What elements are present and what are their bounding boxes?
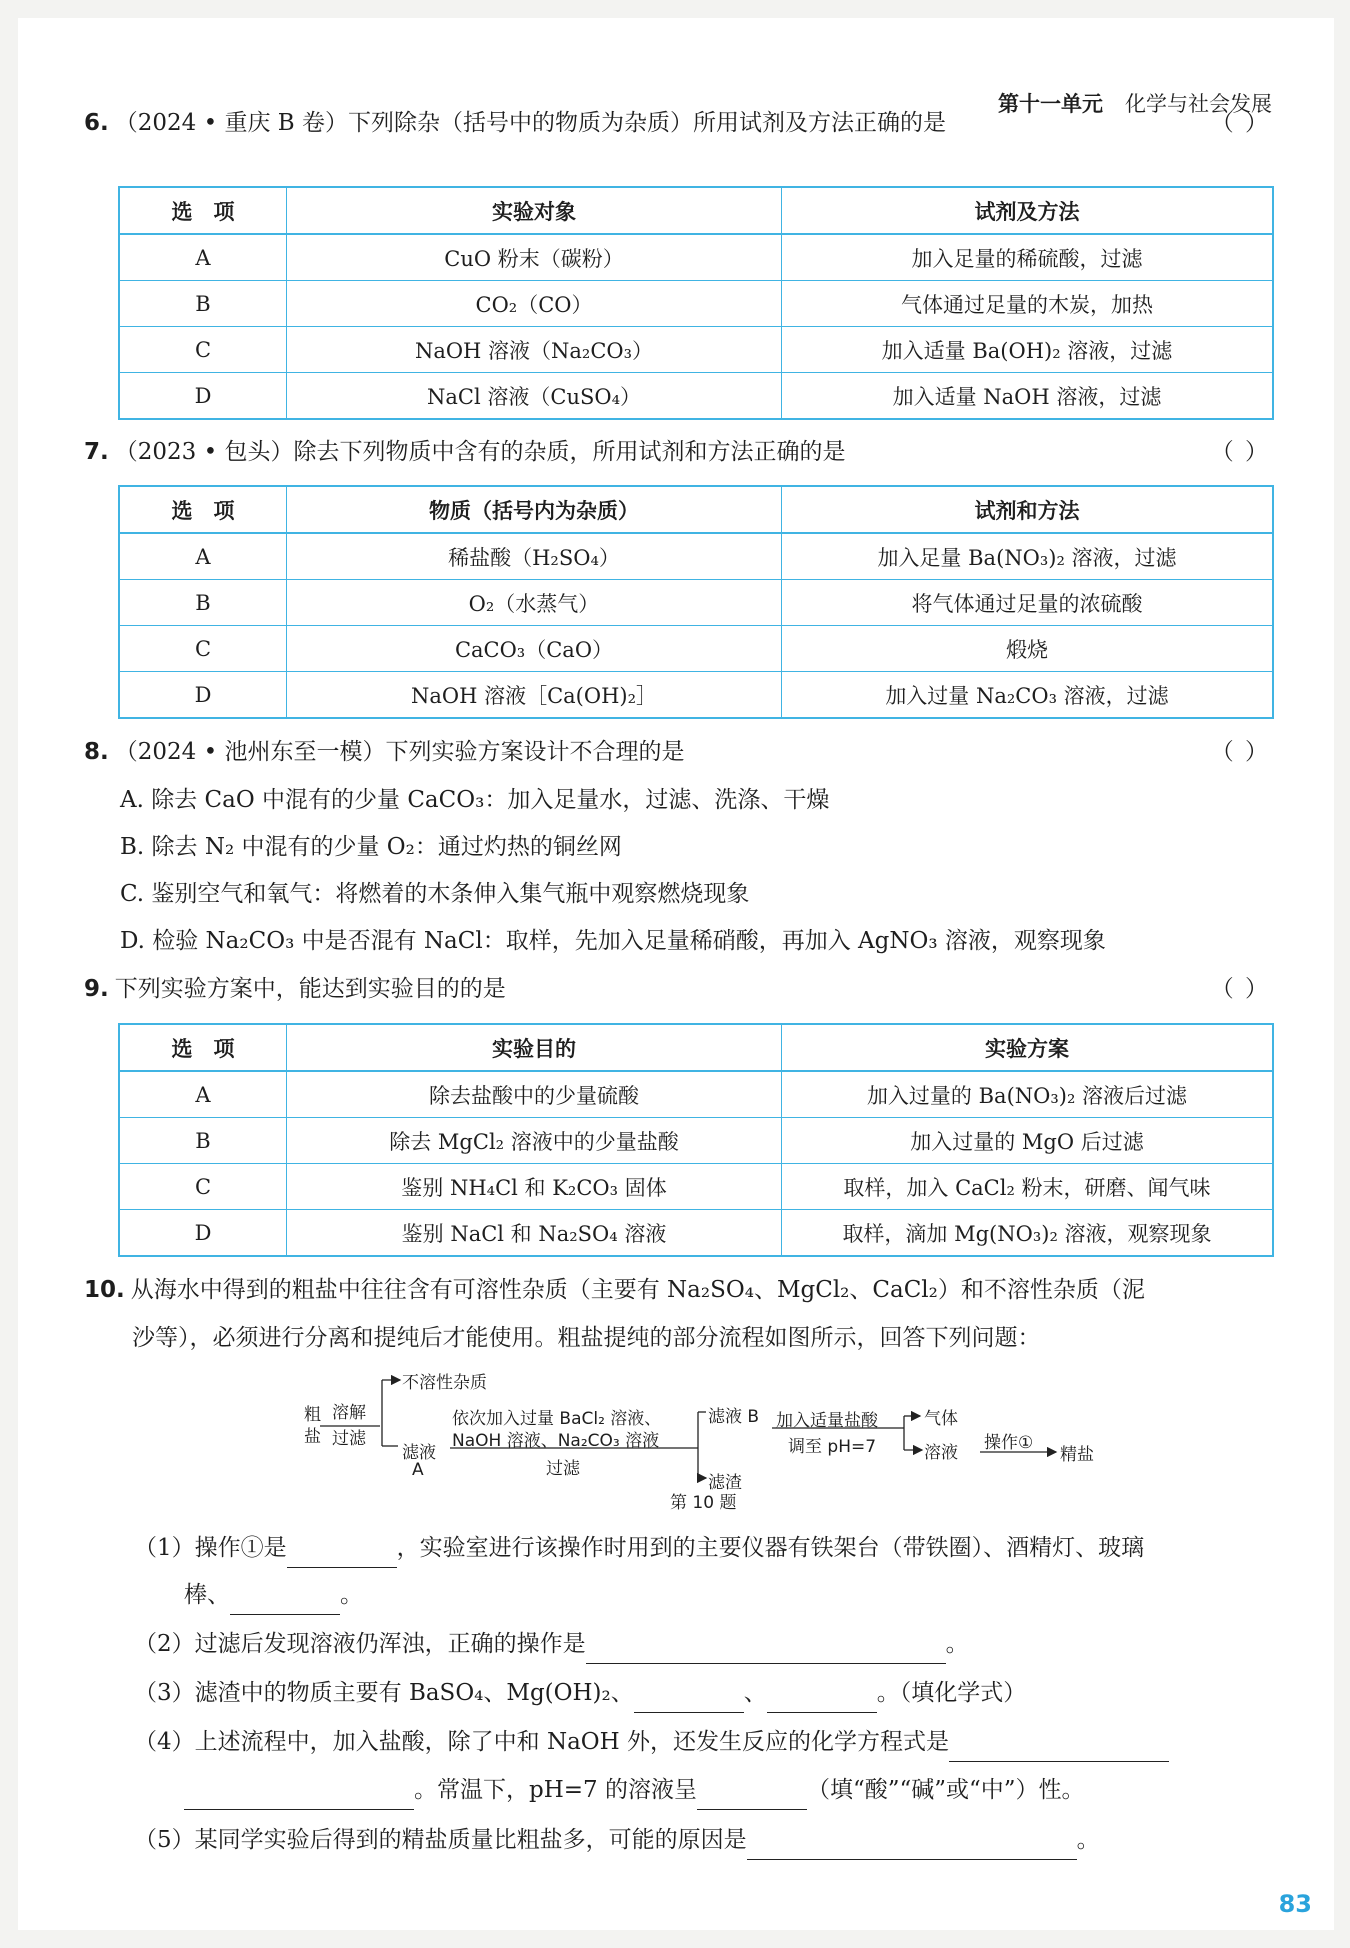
table-cell: CuO 粉末（碳粉） [287,234,782,281]
table-cell: B [119,281,287,327]
table-cell: NaOH 溶液［Ca(OH)₂］ [287,672,782,719]
flow-label: 滤渣 [708,1473,742,1493]
table-cell: 除去 MgCl₂ 溶液中的少量盐酸 [287,1118,782,1164]
table-cell: 取样，滴加 Mg(NO₃)₂ 溶液，观察现象 [782,1210,1274,1257]
table-row [119,672,1273,719]
table-row [119,1210,1273,1257]
flow-label: 精盐 [1060,1445,1094,1465]
sub-text: 。 [1076,1827,1100,1853]
flow-label: A [412,1460,424,1480]
question-6 [84,103,1270,143]
table-cell: NaOH 溶液（Na₂CO₃） [287,327,782,373]
table-cell: 除去盐酸中的少量硫酸 [287,1071,782,1118]
flow-label: 气体 [924,1409,958,1429]
sub-text: 、 [743,1680,767,1706]
answer-paren: （ ） [1210,739,1270,765]
answer-blank[interactable] [697,1781,807,1810]
answer-blank[interactable] [230,1586,340,1615]
flow-label: 操作① [984,1433,1034,1453]
question-10 [84,1270,1270,1310]
sub-question-1 [134,1528,1144,1568]
sub-text: 。 [945,1631,969,1657]
q7-table [118,485,1274,719]
flow-label: 依次加入过量 BaCl₂ 溶液、 [452,1409,662,1429]
table-cell: O₂（水蒸气） [287,580,782,626]
answer-blank[interactable] [949,1733,1169,1762]
header-cell: 选 项 [119,1024,287,1071]
table-row [119,626,1273,672]
flow-label: 不溶性杂质 [402,1373,487,1393]
flow-label: 调至 pH=7 [788,1437,877,1457]
header-cell: 选 项 [119,486,287,533]
sub-question-2 [134,1624,969,1664]
table-row [119,281,1273,327]
question-number: 10. [84,1277,125,1303]
answer-paren: （ ） [1210,110,1270,136]
question-10-line2: 沙等），必须进行分离和提纯后才能使用。粗盐提纯的部分流程如图所示，回答下列问题： [132,1325,1041,1351]
answer-paren: （ ） [1210,976,1270,1002]
page-number: 83 [1278,1890,1312,1918]
question-text: 从海水中得到的粗盐中往往含有可溶性杂质（主要有 Na₂SO₄、MgCl₂、CaCl₂）和不溶性杂质（泥 [130,1277,1145,1303]
unit-label: 第十一单元 [998,92,1103,116]
table-row [119,533,1273,580]
header-cell: 试剂及方法 [782,187,1274,234]
answer-blank[interactable] [634,1684,744,1713]
header-cell: 实验目的 [287,1024,782,1071]
question-8 [84,732,1270,772]
table-cell: 加入足量 Ba(NO₃)₂ 溶液，过滤 [782,533,1274,580]
table-row [119,1118,1273,1164]
table-row [119,373,1273,420]
table-cell: 将气体通过足量的浓硫酸 [782,580,1274,626]
table-row [119,1071,1273,1118]
option-b: B. 除去 N₂ 中混有的少量 O₂：通过灼热的铜丝网 [120,834,622,860]
option-d: D. 检验 Na₂CO₃ 中是否混有 NaCl：取样，先加入足量稀硝酸，再加入 AgNO₃ 溶液，观察现象 [120,928,1106,954]
flow-label: 溶解 [332,1403,366,1423]
table-cell: 鉴别 NH₄Cl 和 K₂CO₃ 固体 [287,1164,782,1210]
table-cell: NaCl 溶液（CuSO₄） [287,373,782,420]
table-cell: 稀盐酸（H₂SO₄） [287,533,782,580]
figure-caption: 第 10 题 [670,1493,737,1513]
table-cell: C [119,1164,287,1210]
header-cell: 实验方案 [782,1024,1274,1071]
question-text: （2024 • 重庆 B 卷）下列除杂（括号中的物质为杂质）所用试剂及方法正确的是 [114,110,946,136]
table-row [119,327,1273,373]
table-cell: 鉴别 NaCl 和 Na₂SO₄ 溶液 [287,1210,782,1257]
option-a: A. 除去 CaO 中混有的少量 CaCO₃：加入足量水，过滤、洗涤、干燥 [120,787,830,813]
sub-text: （4）上述流程中，加入盐酸，除了中和 NaOH 外，还发生反应的化学方程式是 [134,1729,950,1755]
question-9 [84,969,1270,1009]
answer-blank[interactable] [747,1831,1077,1860]
answer-blank[interactable] [767,1684,877,1713]
table-cell: 加入足量的稀硫酸，过滤 [782,234,1274,281]
question-text: （2023 • 包头）除去下列物质中含有的杂质，所用试剂和方法正确的是 [114,439,846,465]
header-cell: 实验对象 [287,187,782,234]
sub-question-3 [134,1673,1026,1713]
sub-text: （1）操作①是 [134,1535,287,1561]
flow-label: 溶液 [924,1443,958,1463]
table-cell: CO₂（CO） [287,281,782,327]
question-number: 6. [84,110,109,136]
sub-text: 。（填化学式） [876,1680,1027,1706]
answer-blank[interactable] [184,1781,414,1810]
table-cell: D [119,1210,287,1257]
table-cell: D [119,672,287,719]
flow-label: 加入适量盐酸 [776,1411,878,1431]
table-cell: 加入适量 Ba(OH)₂ 溶液，过滤 [782,327,1274,373]
header-cell: 选 项 [119,187,287,234]
table-row [119,234,1273,281]
sub-question-4 [134,1722,1169,1762]
table-cell: 加入适量 NaOH 溶液，过滤 [782,373,1274,420]
table-cell: 煅烧 [782,626,1274,672]
flow-label: 盐 [304,1427,321,1447]
question-number: 8. [84,739,109,765]
sub-question-4-cont [184,1770,1085,1810]
table-row [119,1164,1273,1210]
flow-diagram [300,1368,1120,1513]
question-number: 7. [84,439,109,465]
table-cell: A [119,234,287,281]
answer-blank[interactable] [586,1635,946,1664]
sub-text: 棒、 [184,1582,230,1608]
table-cell: CaCO₃（CaO） [287,626,782,672]
table-cell: C [119,626,287,672]
option-c: C. 鉴别空气和氧气：将燃着的木条伸入集气瓶中观察燃烧现象 [120,881,750,907]
q9-table [118,1023,1274,1257]
table-cell: A [119,1071,287,1118]
answer-paren: （ ） [1210,439,1270,465]
header-cell: 试剂和方法 [782,486,1274,533]
sub-text: （填“酸”“碱”或“中”）性。 [807,1777,1085,1803]
sub-question-5 [134,1820,1100,1860]
question-text: 下列实验方案中，能达到实验目的的是 [114,976,506,1002]
table-cell: 加入过量的 MgO 后过滤 [782,1118,1274,1164]
sub-text: 。 [340,1582,363,1608]
table-cell: D [119,373,287,420]
table-cell: A [119,533,287,580]
sub-question-1-cont [184,1575,363,1615]
answer-blank[interactable] [287,1539,397,1568]
flow-label: 滤液 B [708,1407,760,1427]
sub-text: ，实验室进行该操作时用到的主要仪器有铁架台（带铁圈）、酒精灯、玻璃 [396,1535,1145,1561]
table-cell: B [119,580,287,626]
question-text: （2024 • 池州东至一模）下列实验方案设计不合理的是 [114,739,685,765]
table-cell: 气体通过足量的木炭，加热 [782,281,1274,327]
table-cell: 加入过量的 Ba(NO₃)₂ 溶液后过滤 [782,1071,1274,1118]
flow-label: 过滤 [332,1429,366,1449]
question-7 [84,432,1270,472]
header-cell: 物质（括号内为杂质） [287,486,782,533]
sub-text: （3）滤渣中的物质主要有 BaSO₄、Mg(OH)₂、 [134,1680,634,1706]
flow-label: 滤液 [402,1443,436,1463]
table-cell: 取样，加入 CaCl₂ 粉末，研磨、闻气味 [782,1164,1274,1210]
table-cell: C [119,327,287,373]
flow-label: 过滤 [546,1459,580,1479]
flow-label: NaOH 溶液、Na₂CO₃ 溶液 [452,1431,660,1451]
table-cell: B [119,1118,287,1164]
unit-title: 化学与社会发展 [1125,92,1272,116]
flow-label: 粗 [304,1405,321,1425]
sub-text: 。常温下，pH=7 的溶液呈 [414,1777,697,1803]
table-cell: 加入过量 Na₂CO₃ 溶液，过滤 [782,672,1274,719]
sub-text: （5）某同学实验后得到的精盐质量比粗盐多，可能的原因是 [134,1827,747,1853]
question-number: 9. [84,976,109,1002]
table-row [119,580,1273,626]
sub-text: （2）过滤后发现溶液仍浑浊，正确的操作是 [134,1631,586,1657]
q6-table [118,186,1274,420]
